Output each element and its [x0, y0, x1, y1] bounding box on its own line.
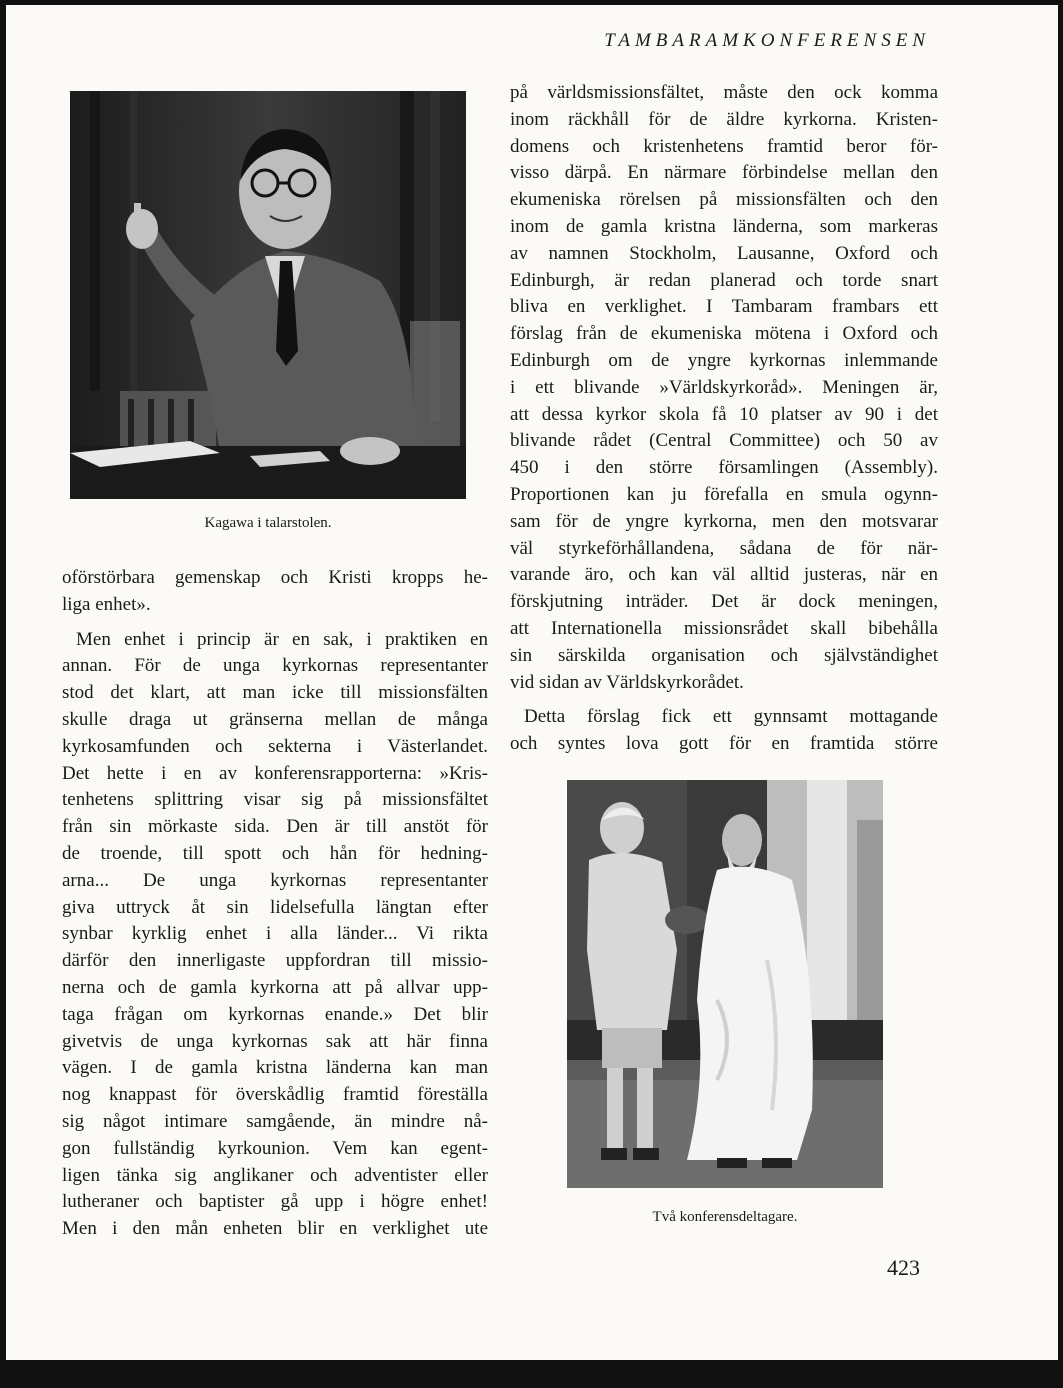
text-line: Edinburgh om de yngre kyrkornas inlemmande	[510, 349, 938, 371]
caption-participants: Två konferensdeltagare.	[652, 1209, 798, 1225]
text-line: tenhetens splittring visar sig på missionsfältet	[62, 789, 488, 811]
text-line: nog knappast för överskådlig framtid föreställa	[62, 1084, 488, 1106]
text-line: nerna och de gamla kyrkorna att på allvar upp-	[62, 976, 488, 998]
text-line: domens och kristenhetens framtid beror för-	[510, 135, 938, 157]
text-line: från sin mörkaste sida. Den är till anstöt för	[62, 816, 488, 838]
text-line: Men i den mån enheten blir en verklighet ute	[62, 1218, 488, 1240]
text-line: synbar kyrklig enhet i alla länder... Vi rikta	[62, 923, 488, 945]
text-line: arna... De unga kyrkornas representanter	[62, 869, 488, 891]
text-line: vägen. I de gamla kristna länderna kan man	[62, 1057, 488, 1079]
right-column-text	[510, 80, 938, 758]
text-line: 450 i den större församlingen (Assembly).	[510, 457, 938, 479]
text-line: lutheraner och baptister gå upp i högre enhet!	[62, 1191, 488, 1213]
text-line: förskjutning inträder. Det är dock meningen,	[510, 591, 938, 613]
photo-kagawa-lectern	[70, 91, 466, 499]
text-line: skulle draga ut gränserna mellan de många	[62, 708, 488, 730]
text-line: av namnen Stockholm, Lausanne, Oxford och	[510, 242, 938, 264]
text-line: gon fullständig kyrkounion. Vem kan egent-	[62, 1137, 488, 1159]
text-line: Detta förslag fick ett gynnsamt mottagande	[524, 706, 938, 728]
text-line: oförstörbara gemenskap och Kristi kropps he-	[62, 567, 488, 588]
left-column-text	[62, 565, 488, 1243]
text-line: sig något intimare samgående, än mindre nå-	[62, 1110, 488, 1132]
text-line: annan. För de unga kyrkornas representanter	[62, 655, 488, 677]
text-line: givetvis de unga kyrkornas sak att här finna	[62, 1030, 488, 1052]
page-number: 423	[887, 1255, 920, 1280]
text-line: de troende, till spott och hån för hedning-	[62, 842, 488, 864]
text-line: Det hette i en av konferensrapporterna: »Kris-	[62, 762, 488, 784]
text-line: väl styrkeförhållandena, sådana de för när-	[510, 537, 938, 559]
text-line: sin särskilda organisation och självständighet	[510, 644, 938, 666]
text-line: taga frågan om kyrkornas enande.» Det blir	[62, 1003, 488, 1025]
text-line: ekumeniska rörelsen på missionsfälten och den	[510, 189, 938, 211]
text-line: och syntes lova gott för en framtida större	[510, 733, 938, 755]
text-line: sam för de yngre kyrkorna, men den motsvarar	[510, 510, 938, 532]
text-line: blivande rådet (Central Committee) och 50 av	[510, 430, 938, 452]
scan-border-left	[0, 0, 6, 1360]
text-line: giva uttryck åt sin lidelsefulla längtan efter	[62, 896, 488, 918]
scan-border-bottom	[0, 1360, 1063, 1388]
text-line: Edinburgh, är redan planerad och torde snart	[510, 269, 938, 291]
text-line: därför den innerligaste uppfordran till missio-	[62, 950, 488, 972]
photo-two-participants	[567, 780, 883, 1188]
photo-participants-illustration	[567, 780, 883, 1188]
caption-kagawa: Kagawa i talarstolen.	[204, 515, 332, 531]
text-line: på världsmissionsfältet, måste den ock komma	[510, 82, 938, 103]
text-line: inom de gamla kristna länderna, som markeras	[510, 215, 938, 237]
text-line: bliva en verklighet. I Tambaram frambars ett	[510, 296, 938, 318]
running-header: TAMBARAMKONFERENSEN	[604, 30, 930, 51]
text-line: Men enhet i princip är en sak, i praktiken en	[76, 628, 488, 650]
text-line: inom räckhåll för de äldre kyrkorna. Kristen-	[510, 108, 938, 130]
scan-border-top	[0, 0, 1063, 5]
text-line: liga enhet».	[62, 593, 151, 615]
text-line: i ett blivande »Världskyrkoråd». Meningen är,	[510, 376, 938, 398]
text-line: visso därpå. En närmare förbindelse mellan den	[510, 162, 938, 184]
text-line: förslag från de ekumeniska mötena i Oxford och	[510, 323, 938, 345]
text-line: kyrkosamfunden och sekterna i Västerlandet.	[62, 735, 488, 757]
photo-kagawa-illustration	[70, 91, 466, 499]
text-line: varande äro, och kan väl alltid justeras, när en	[510, 564, 938, 586]
text-line: stod det klart, att man icke till missionsfälten	[62, 682, 488, 704]
text-line: vid sidan av Världskyrkorådet.	[510, 671, 744, 693]
text-line: att dessa kyrkor skola få 10 platser av 90 i det	[510, 403, 938, 425]
text-line: Proportionen kan ju förefalla en smula ogynn-	[510, 483, 938, 505]
scan-border-right	[1058, 0, 1063, 1360]
text-line: att Internationella missionsrådet skall bibehålla	[510, 617, 938, 639]
text-line: ligen tänka sig anglikaner och adventister eller	[62, 1164, 488, 1186]
